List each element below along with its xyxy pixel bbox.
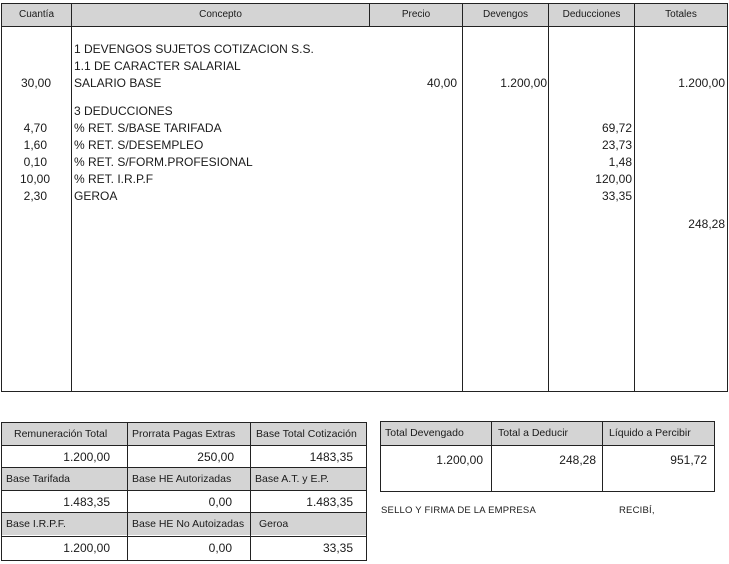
- sello-firma-empresa: SELLO Y FIRMA DE LA EMPRESA: [381, 505, 536, 516]
- col-header-devengos: Devengos: [463, 4, 548, 26]
- base-he-autorizadas-value: 0,00: [208, 495, 232, 509]
- base-he-no-autorizadas-value: 0,00: [208, 541, 232, 555]
- grid-line: [250, 422, 251, 561]
- base-total-cotizacion-value: 1483,35: [309, 450, 353, 464]
- concepto-cell: % RET. S/DESEMPLEO: [74, 138, 204, 152]
- concepto-cell: GEROA: [74, 189, 118, 203]
- header-divider: [1, 26, 728, 27]
- total-deducir-value: 248,28: [559, 453, 596, 467]
- remuneracion-total-label: Remuneración Total: [2, 423, 127, 445]
- cuantia-cell: 10,00: [19, 172, 50, 186]
- base-he-no-autorizadas-label: Base HE No Autoizadas: [128, 513, 250, 535]
- grid-line: [1, 512, 367, 513]
- geroa-value: 33,35: [322, 541, 353, 555]
- col-header-deducciones: Deducciones: [549, 4, 634, 26]
- grid-line: [1, 467, 367, 468]
- cuantia-cell: 0,10: [23, 155, 47, 169]
- grid-line: [1, 445, 367, 446]
- concepto-cell: 1.1 DE CARACTER SALARIAL: [74, 59, 241, 73]
- base-tarifada-label: Base Tarifada: [2, 468, 127, 490]
- total-devengado-value: 1.200,00: [436, 453, 483, 467]
- grid-line: [1, 536, 367, 537]
- liquido-percibir-value: 951,72: [670, 453, 707, 467]
- prorrata-label: Prorrata Pagas Extras: [128, 423, 250, 445]
- col-divider: [71, 3, 72, 392]
- concepto-cell: 3 DEDUCCIONES: [74, 104, 173, 118]
- col-divider: [634, 3, 635, 392]
- prorrata-value: 250,00: [197, 450, 234, 464]
- col-header-precio: Precio: [370, 4, 462, 26]
- deducciones-cell: 23,73: [601, 138, 632, 152]
- recibi-label: RECIBÍ,: [619, 505, 655, 516]
- cuantia-cell: 30,00: [20, 76, 51, 90]
- base-total-cotizacion-label: Base Total Cotización: [251, 423, 366, 445]
- col-header-cuantia: Cuantía: [2, 4, 71, 26]
- concepto-cell: SALARIO BASE: [74, 76, 162, 90]
- base-at-ep-label: Base A.T. y E.P.: [251, 468, 366, 490]
- deducciones-cell: 69,72: [601, 121, 632, 135]
- base-he-autorizadas-label: Base HE Autorizadas: [128, 468, 250, 490]
- total-deducir-label: Total a Deducir: [492, 422, 602, 445]
- concepto-cell: % RET. I.R.P.F: [74, 172, 154, 186]
- deducciones-cell: 33,35: [601, 189, 632, 203]
- deducciones-cell: 1,48: [608, 155, 632, 169]
- precio-cell: 40,00: [426, 76, 457, 90]
- deducciones-cell: 120,00: [595, 172, 632, 186]
- col-divider: [369, 3, 370, 27]
- base-irpf-value: 1.200,00: [63, 541, 110, 555]
- base-at-ep-value: 1.483,35: [306, 495, 353, 509]
- geroa-label: Geroa: [251, 513, 366, 535]
- cuantia-cell: 4,70: [23, 121, 47, 135]
- grid-line: [127, 422, 128, 561]
- totales-deducciones: 248,28: [688, 217, 725, 231]
- grid-line: [380, 445, 715, 446]
- liquido-percibir-label: Líquido a Percibir: [603, 422, 714, 445]
- totales-cell: 1.200,00: [678, 76, 725, 90]
- cuantia-cell: 1,60: [23, 138, 47, 152]
- concepto-cell: 1 DEVENGOS SUJETOS COTIZACION S.S.: [74, 42, 314, 56]
- col-divider: [462, 3, 463, 392]
- col-header-totales: Totales: [635, 4, 727, 26]
- concepto-cell: % RET. S/BASE TARIFADA: [74, 121, 222, 135]
- concepto-cell: % RET. S/FORM.PROFESIONAL: [74, 155, 253, 169]
- grid-line: [1, 490, 367, 491]
- remuneracion-total-value: 1.200,00: [63, 450, 110, 464]
- devengos-cell: 1.200,00: [500, 76, 547, 90]
- base-tarifada-value: 1.483,35: [63, 495, 110, 509]
- total-devengado-label: Total Devengado: [381, 422, 491, 445]
- cuantia-cell: 2,30: [23, 189, 47, 203]
- col-header-concepto: Concepto: [72, 4, 369, 26]
- base-irpf-label: Base I.R.P.F.: [2, 513, 127, 535]
